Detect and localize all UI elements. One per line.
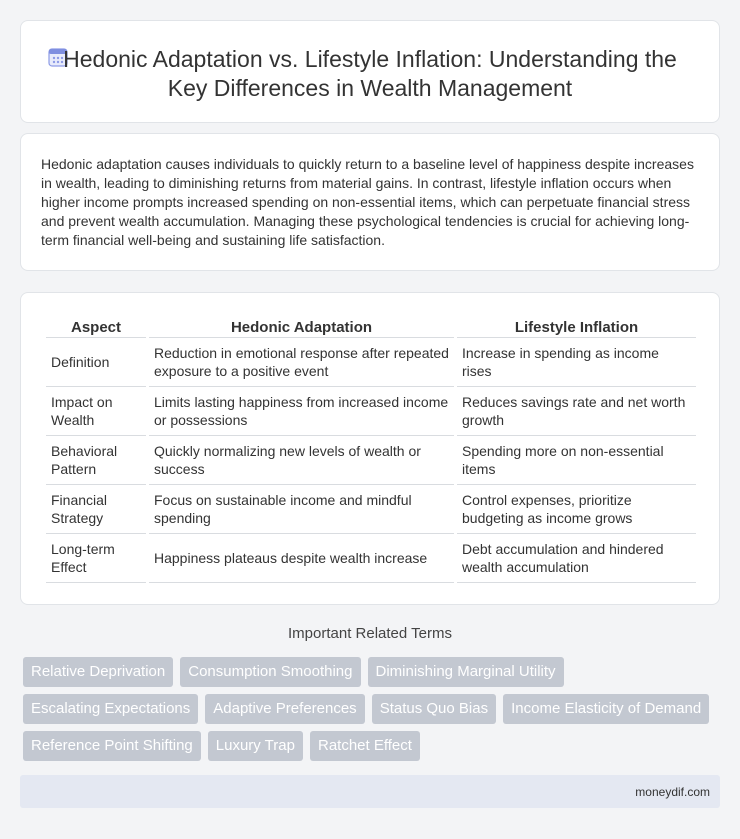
title-card xyxy=(20,20,720,123)
cell-lifestyle: Increase in spending as income rises xyxy=(457,338,696,387)
footer-site-link[interactable]: moneydif.com xyxy=(635,785,710,799)
term-tag[interactable]: Relative Deprivation xyxy=(23,657,173,687)
term-tag[interactable]: Status Quo Bias xyxy=(372,694,496,724)
table-row xyxy=(46,534,696,583)
related-terms-title: Important Related Terms xyxy=(288,625,452,642)
table-row xyxy=(46,485,696,534)
header-aspect: Aspect xyxy=(46,315,146,338)
table-row xyxy=(46,338,696,387)
intro-card xyxy=(20,133,720,271)
table-row xyxy=(46,387,696,436)
term-tag[interactable]: Ratchet Effect xyxy=(310,731,420,761)
table-header-row xyxy=(46,315,696,338)
cell-aspect: Behavioral Pattern xyxy=(46,436,146,485)
cell-aspect: Financial Strategy xyxy=(46,485,146,534)
cell-aspect: Impact on Wealth xyxy=(46,387,146,436)
term-tag[interactable]: Diminishing Marginal Utility xyxy=(368,657,564,687)
term-tag[interactable]: Reference Point Shifting xyxy=(23,731,201,761)
cell-aspect: Long-term Effect xyxy=(46,534,146,583)
related-terms-list xyxy=(23,657,723,761)
cell-lifestyle: Debt accumulation and hindered wealth accumulation xyxy=(457,534,696,583)
cell-lifestyle: Control expenses, prioritize budgeting as income grows xyxy=(457,485,696,534)
cell-aspect: Definition xyxy=(46,338,146,387)
cell-hedonic: Reduction in emotional response after repeated exposure to a positive event xyxy=(149,338,454,387)
term-tag[interactable]: Luxury Trap xyxy=(208,731,303,761)
cell-hedonic: Quickly normalizing new levels of wealth or success xyxy=(149,436,454,485)
intro-paragraph: Hedonic adaptation causes individuals to quickly return to a baseline level of happiness despite increases in wealth, leading to diminishing returns from material gains. In contrast, lifestyle inflation occurs when higher income prompts increased spending on non-essential items, which can perpetuate financial stress and prevent wealth accumulation. Managing these psychological tendencies is crucial for achieving long-term financial well-being and sustaining life satisfaction. xyxy=(41,156,694,248)
term-tag[interactable]: Consumption Smoothing xyxy=(180,657,360,687)
header-lifestyle-inflation: Lifestyle Inflation xyxy=(457,315,696,338)
term-tag[interactable]: Adaptive Preferences xyxy=(205,694,364,724)
cell-lifestyle: Spending more on non-essential items xyxy=(457,436,696,485)
page-title: Hedonic Adaptation vs. Lifestyle Inflation: Understanding the Key Differences in Wealth Management xyxy=(63,46,677,101)
header-hedonic-adaptation: Hedonic Adaptation xyxy=(149,315,454,338)
cell-lifestyle: Reduces savings rate and net worth growth xyxy=(457,387,696,436)
cell-hedonic: Limits lasting happiness from increased income or possessions xyxy=(149,387,454,436)
footer xyxy=(20,775,720,808)
cell-hedonic: Happiness plateaus despite wealth increase xyxy=(149,534,454,583)
table-row xyxy=(46,436,696,485)
cell-hedonic: Focus on sustainable income and mindful spending xyxy=(149,485,454,534)
term-tag[interactable]: Escalating Expectations xyxy=(23,694,198,724)
comparison-card xyxy=(20,292,720,605)
term-tag[interactable]: Income Elasticity of Demand xyxy=(503,694,709,724)
comparison-table xyxy=(43,315,699,583)
